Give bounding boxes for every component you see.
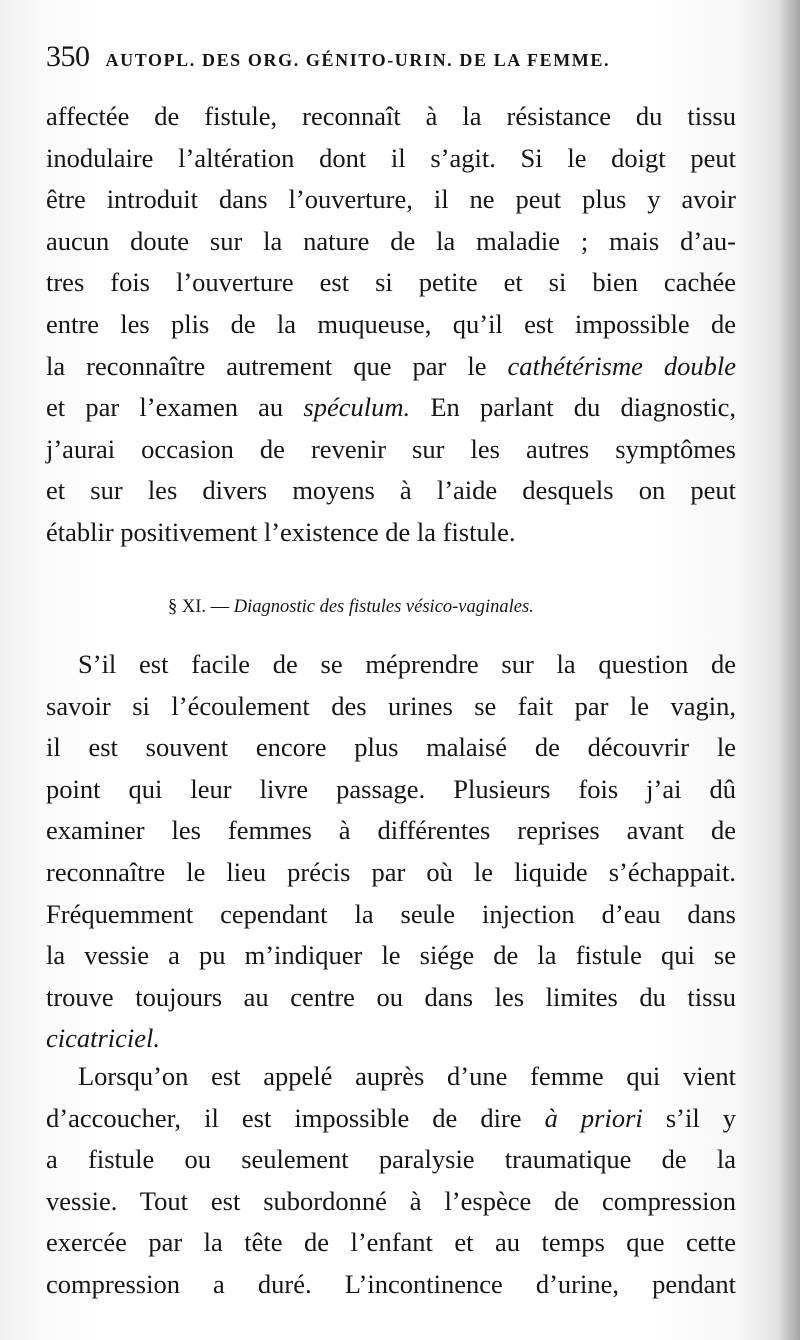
text-line: cicatriciel. [46, 1023, 161, 1054]
text-line: entre les plis de la muqueuse, qu’il est impossible de [46, 308, 736, 339]
paragraph-2 [46, 644, 736, 1060]
page-header [46, 40, 746, 74]
page-edge-shadow [778, 0, 800, 1340]
text-line: compression a duré. L’incontinence d’urine, pendant [46, 1268, 736, 1299]
text-line: reconnaître le lieu précis par où le liquide s’échappait. [46, 856, 736, 887]
text-line [46, 387, 736, 429]
text-line: la vessie a pu m’indiquer le siége de la fistule qui se [46, 940, 736, 971]
text-line: point qui leur livre passage. Plusieurs fois j’ai dû [46, 773, 736, 804]
text-segment: s’il y [665, 1102, 736, 1133]
text-line: Lorsqu’on est appelé auprès d’une femme qui vient [78, 1061, 736, 1091]
text-line: exercée par la tête de l’enfant et au temps que cette [46, 1227, 736, 1258]
text-line: trouve toujours au centre ou dans les limites du tissu [46, 981, 736, 1012]
text-line: être introduit dans l’ouverture, il ne peut plus y avoir [46, 184, 736, 215]
section-heading [168, 597, 728, 618]
text-line: j’aurai occasion de revenir sur les autres symptômes [46, 433, 736, 464]
page-number: 350 [46, 40, 90, 73]
paragraph-3 [46, 1056, 736, 1306]
text-line: établir positivement l’existence de la fistule. [46, 516, 516, 547]
text-line: aucun doute sur la nature de la maladie ; mais d’au- [46, 225, 736, 256]
paragraph-1 [46, 96, 736, 554]
text-line: a fistule ou seulement paralysie traumatique de la [46, 1144, 736, 1175]
text-segment: la reconnaître autrement que par le [46, 350, 487, 381]
text-line: il est souvent encore plus malaisé de découvrir le [46, 732, 736, 763]
text-line [46, 1098, 736, 1140]
text-line [46, 346, 736, 388]
text-line: vessie. Tout est subordonné à l’espèce de compression [46, 1185, 736, 1216]
text-line: tres fois l’ouverture est si petite et si bien cachée [46, 267, 736, 298]
section-number: § XI. — [168, 597, 230, 617]
italic-term: à priori [544, 1102, 643, 1133]
italic-term: spéculum. [303, 392, 411, 423]
text-line: S’il est facile de se méprendre sur la question de [78, 649, 736, 679]
text-line: savoir si l’écoulement des urines se fait par le vagin, [46, 690, 736, 721]
italic-term: cathétérisme double [507, 350, 736, 381]
text-line: affectée de fistule, reconnaît à la résistance du tissu [46, 101, 736, 131]
text-line: examiner les femmes à différentes reprises avant de [46, 815, 736, 846]
text-segment: et par l’examen au [46, 392, 284, 423]
text-line: inodulaire l’altération dont il s’agit. Si le doigt peut [46, 142, 736, 173]
running-head: AUTOPL. DES ORG. GÉNITO-URIN. DE LA FEMME. [105, 50, 611, 70]
text-line: et sur les divers moyens à l’aide desquels on peut [46, 475, 736, 506]
section-title: Diagnostic des fistules vésico-vaginales. [233, 597, 534, 617]
text-segment: En parlant du diagnostic, [430, 392, 737, 423]
text-line: Fréquemment cependant la seule injection d’eau dans [46, 898, 736, 929]
text-segment: d’accoucher, il est impossible de dire [46, 1102, 522, 1133]
